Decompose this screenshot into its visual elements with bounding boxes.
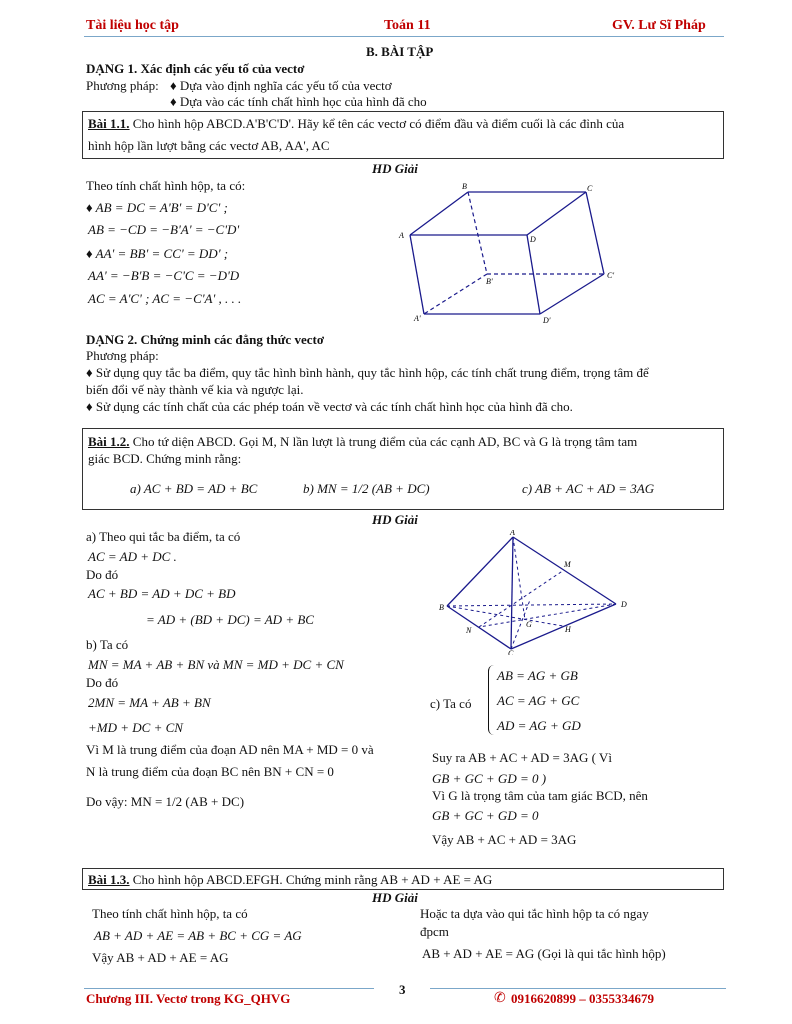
bai12-sol-a5: = AD + (BD + DC) = AD + BC bbox=[146, 612, 314, 627]
bai11-line4: AA' = −B'B = −C'C = −D'D bbox=[88, 268, 240, 283]
fig2-label-C: C bbox=[508, 649, 514, 655]
footer-phone-icon: ✆ bbox=[494, 990, 506, 1006]
bai11-text1: Cho hình hộp ABCD.A'B'C'D'. Hãy kể tên các vectơ có điểm đầu và điểm cuối là các đỉnh của bbox=[132, 116, 625, 131]
bai11-line5: AC = A'C' ; AC = −C'A' , . . . bbox=[88, 291, 242, 306]
bai13-line3: Vậy AB + AD + AE = AG bbox=[92, 950, 229, 965]
bai12-sol-c4: Vì G là trọng tâm của tam giác BCD, nên bbox=[432, 788, 648, 803]
bai12-sol-b6: Vì M là trung điểm của đoạn AD nên MA + MD = 0 và bbox=[86, 742, 374, 757]
header-center: Toán 11 bbox=[384, 18, 431, 33]
fig1-label-D1: D' bbox=[543, 316, 551, 325]
fig1-label-D: D bbox=[530, 235, 536, 244]
bai12-text2: giác BCD. Chứng minh rằng: bbox=[88, 451, 242, 466]
bai12-sol-c6: Vậy AB + AC + AD = 3AG bbox=[432, 832, 577, 847]
bai12-sol-b2: MN = MA + AB + BN và MN = MD + DC + CN bbox=[88, 657, 344, 672]
bai11-statement-1 bbox=[88, 116, 624, 132]
bai12-label: Bài 1.2. bbox=[88, 434, 130, 449]
bai12-text1: Cho tứ diện ABCD. Gọi M, N lần lượt là trung điểm của các cạnh AD, BC và G là trọng tâm tam bbox=[132, 434, 638, 449]
bai13-right1: Hoặc ta dựa vào qui tắc hình hộp ta có ngay bbox=[420, 906, 649, 921]
bai13-line1: Theo tính chất hình hộp, ta có bbox=[92, 906, 248, 921]
dang2-method-label: Phương pháp: bbox=[86, 348, 159, 363]
bai13-hd: HD Giải bbox=[372, 890, 418, 905]
bai12-sol-c2: Suy ra AB + AC + AD = 3AG ( Vì bbox=[432, 750, 612, 765]
bai13-statement bbox=[88, 872, 492, 888]
bai12-sol-c-eq2: AC = AG + GC bbox=[497, 693, 580, 708]
fig1-label-A: A bbox=[399, 231, 404, 240]
bai13-text: Cho hình hộp ABCD.EFGH. Chứng minh rằng AB + AD + AE = AG bbox=[132, 872, 493, 887]
dang2-method-1a: ♦ Sử dụng quy tắc ba điểm, quy tắc hình bình hành, quy tắc hình hộp, các tính chất trung điểm, trọng tâm để bbox=[86, 365, 649, 380]
fig2-label-N: N bbox=[466, 626, 472, 635]
system-brace bbox=[488, 665, 495, 735]
bai13-right3: AB + AD + AE = AG (Gọi là qui tắc hình hộp) bbox=[422, 946, 666, 961]
bai12-sol-b7: N là trung điểm của đoạn BC nên BN + CN = 0 bbox=[86, 764, 334, 779]
fig2-label-A: A bbox=[510, 530, 515, 537]
bai11-line1: ♦ AB = DC = A'B' = D'C' ; bbox=[86, 200, 228, 215]
header-left: Tài liệu học tập bbox=[86, 18, 179, 33]
fig2-label-B: B bbox=[439, 603, 444, 612]
section-title: B. BÀI TẬP bbox=[366, 44, 434, 59]
bai12-sol-a4: AC + BD = AD + DC + BD bbox=[88, 586, 236, 601]
bai13-label: Bài 1.3. bbox=[88, 872, 130, 887]
bai12-part-a: a) AC + BD = AD + BC bbox=[130, 481, 258, 496]
footer-rule-left bbox=[84, 988, 374, 989]
fig2-label-M: M bbox=[564, 560, 571, 569]
fig1-label-B1: B' bbox=[486, 277, 493, 286]
bai12-sol-c5: GB + GC + GD = 0 bbox=[432, 808, 539, 823]
bai13-right2: đpcm bbox=[420, 924, 449, 939]
bai11-line3: ♦ AA' = BB' = CC' = DD' ; bbox=[86, 246, 229, 261]
bai12-sol-b8: Do vậy: MN = 1/2 (AB + DC) bbox=[86, 794, 245, 809]
bai12-hd: HD Giải bbox=[372, 512, 418, 527]
bai12-sol-c-eq3: AD = AG + GD bbox=[497, 718, 581, 733]
bai11-sol-intro: Theo tính chất hình hộp, ta có: bbox=[86, 178, 246, 193]
dang2-method-2: ♦ Sử dụng các tính chất của các phép toán về vectơ và các tính chất hình học của hình đã cho. bbox=[86, 399, 573, 414]
bai13-line2: AB + AD + AE = AB + BC + CG = AG bbox=[94, 928, 302, 943]
bai12-sol-c-eq1: AB = AG + GB bbox=[497, 668, 578, 683]
bai11-label: Bài 1.1. bbox=[88, 116, 130, 131]
fig1-label-A1: A' bbox=[414, 314, 421, 323]
fig1-label-B: B bbox=[462, 182, 467, 191]
bai12-sol-a2: AC = AD + DC . bbox=[88, 549, 177, 564]
header-right: GV. Lư Sĩ Pháp bbox=[612, 18, 706, 33]
footer-rule-right bbox=[430, 988, 726, 989]
dang1-method-2: ♦ Dựa vào các tính chất hình học của hình đã cho bbox=[170, 94, 427, 109]
bai12-part-c: c) AB + AC + AD = 3AG bbox=[522, 481, 655, 496]
bai11-line2: AB = −CD = −B'A' = −C'D' bbox=[88, 222, 240, 237]
fig2-label-D: D bbox=[621, 600, 627, 609]
bai12-sol-b5: +MD + DC + CN bbox=[88, 720, 183, 735]
header-rule bbox=[84, 36, 724, 37]
bai12-sol-c1: c) Ta có bbox=[430, 696, 472, 711]
bai12-sol-b4: 2MN = MA + AB + BN bbox=[88, 695, 211, 710]
bai12-sol-b1: b) Ta có bbox=[86, 637, 129, 652]
dang1-method-1: ♦ Dựa vào định nghĩa các yếu tố của vectơ bbox=[170, 78, 392, 93]
bai12-sol-a3: Do đó bbox=[86, 567, 119, 582]
footer-page-number: 3 bbox=[399, 982, 406, 997]
dang2-method-1b: biến đổi vế này thành vế kia và ngược lại. bbox=[86, 382, 304, 397]
bai12-sol-c3: GB + GC + GD = 0 ) bbox=[432, 771, 547, 786]
footer-right: 0916620899 – 0355334679 bbox=[511, 991, 654, 1006]
fig1-label-C1: C' bbox=[607, 271, 615, 280]
fig1-label-C: C bbox=[587, 184, 593, 193]
fig2-label-H: H bbox=[565, 625, 571, 634]
figure-tetrahedron bbox=[435, 530, 635, 655]
bai12-sol-a1: a) Theo qui tắc ba điểm, ta có bbox=[86, 529, 241, 544]
bai11-text2: hình hộp lần lượt bằng các vectơ AB, AA', AC bbox=[88, 138, 330, 153]
bai12-sol-b3: Do đó bbox=[86, 675, 119, 690]
dang2-title: DẠNG 2. Chứng minh các đẳng thức vectơ bbox=[86, 332, 325, 347]
dang1-title: DẠNG 1. Xác định các yếu tố của vectơ bbox=[86, 61, 305, 76]
bai12-part-b: b) MN = 1/2 (AB + DC) bbox=[303, 481, 430, 496]
bai11-hd: HD Giải bbox=[372, 161, 418, 176]
bai12-statement-1 bbox=[88, 434, 637, 450]
dang1-method-label: Phương pháp: bbox=[86, 78, 159, 93]
figure-parallelepiped bbox=[395, 180, 655, 330]
footer-left: Chương III. Vectơ trong KG_QHVG bbox=[86, 991, 291, 1006]
fig2-label-G: G bbox=[526, 620, 532, 629]
